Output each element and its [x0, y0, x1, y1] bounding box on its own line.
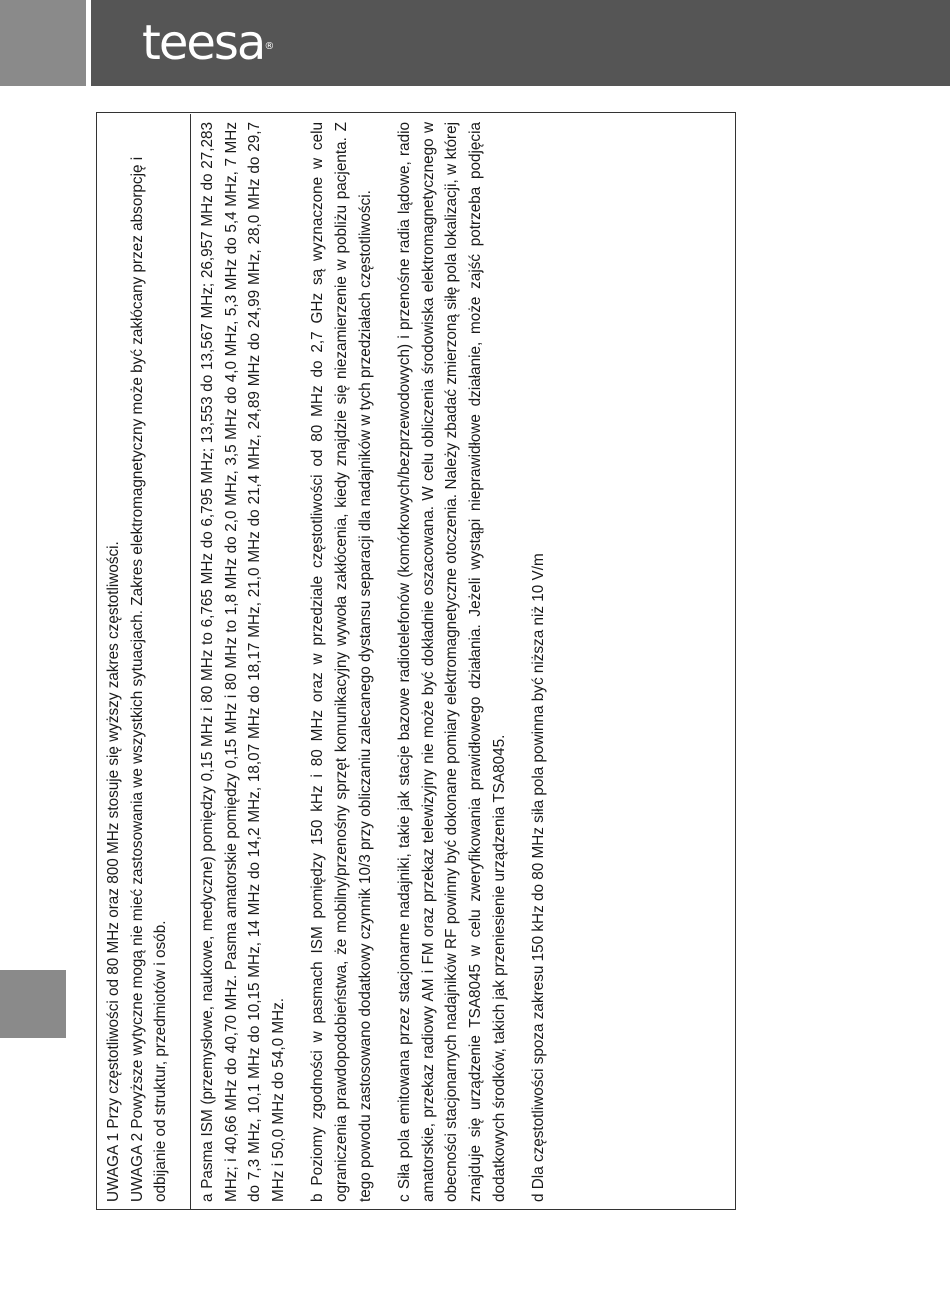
notes-table: [96, 112, 736, 1210]
header-left-block: [0, 0, 86, 86]
footnote-c: c Siła pola emitowana przez stacjonarne nadajniki, takie jak stacje bazowe radiotelefonów (komórkowych/bezprzewodowych) i przenośne radia lądowe, radio amatorskie, przekaz radiowy AM i FM oraz przekaz telewizyjny nie może być dokładnie oszacowana. W celu obliczenia środowiska elektromagnetycznego w obecności stacjonarnych nadajników RF powinny być dokonane pomiary elektromagnetyczne otoczenia. Należy zbadać zmierzoną siłę pola lokalizacji, w której znajduje się urządzenie TSA8045 w celu zweryfikowania prawidłowego działania. Jeżeli wystąpi nieprawidłowe działanie, może zajść potrzeba podjęcia dodatkowych środków, takich jak przeniesienie urządzenia TSA8045.: [396, 122, 508, 1202]
side-section-tab: [0, 970, 66, 1038]
footnotes-cell: [191, 114, 735, 1210]
brand-logo: [142, 16, 274, 70]
footnote-d: d Dla częstotliwości spoza zakresu 150 kHz do 80 MHz siła pola powinna być niższa niż 10 V/m: [530, 553, 548, 1202]
brand-name: teesa: [142, 15, 265, 71]
note-2: UWAGA 2 Powyższe wytyczne mogą nie mieć zastosowania we wszystkich sytuacjach. Zakres elektromagnetyczny może być zakłócany przez absorpcję i odbijanie od struktur, przedmiotów i osób.: [128, 156, 170, 1202]
footnote-b: b Poziomy zgodności w pasmach ISM pomiędzy 150 kHz i 80 MHz oraz w przedziale częstotliwości od 80 MHz do 2,7 GHz są wyznaczone w celu ograniczenia prawdopodobieństwa, że mobilny/przenośny sprzęt komunikacyjny wywoła zakłócenia, kiedy znajdzie się niezamierzenie w pobliżu pacjenta. Z tego powodu zastosowano dodatkowy czynnik 10/3 przy obliczaniu zalecanego dystansu separacji dla nadajników w tych przedziałach częstotliwości.: [309, 122, 374, 1202]
notes-cell: [97, 114, 191, 1210]
rotated-content: [97, 114, 735, 1210]
note-1: UWAGA 1 Przy częstotliwości od 80 MHz oraz 800 MHz stosuje się wyższy zakres częstotliwości.: [105, 541, 122, 1202]
footnote-a: a Pasma ISM (przemysłowe, naukowe, medyczne) pomiędzy 0,15 MHz i 80 MHz to 6,765 MHz do 6,795 MHz; 13,553 do 13,567 MHz; 26,957 MHz do 27,283 MHz; i 40,66 MHz do 40,70 MHz. Pasma amatorskie pomiędzy 0,15 MHz i 80 MHz to 1,8 MHz do 2,0 MHz, 3,5 MHz do 4,0 MHz, 5,3 MHz do 5,4 MHz, 7 MHz do 7,3 MHz, 10,1 MHz do 10,15 MHz, 14 MHz do 14,2 MHz, 18,07 MHz do 18,17 MHz, 21,0 MHz do 21,4 MHz, 24,89 MHz do 24,99 MHz, 28,0 MHz do 29,7 MHz i 50,0 MHz do 54,0 MHz.: [199, 122, 287, 1202]
registered-mark: ®: [264, 41, 275, 52]
